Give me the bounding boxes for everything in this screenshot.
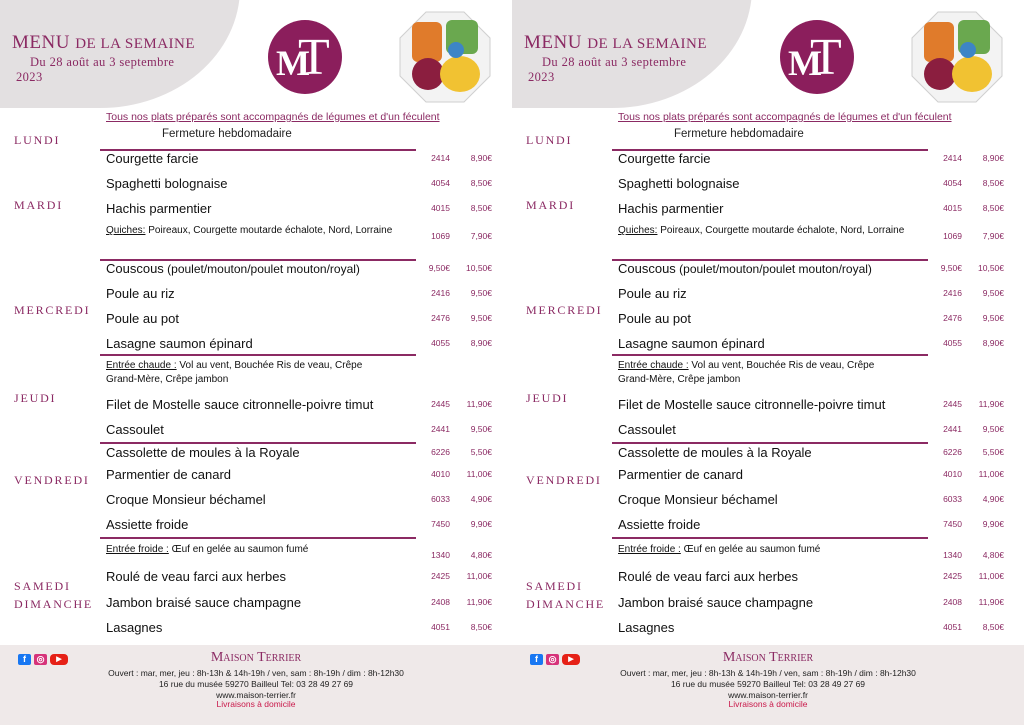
- dish-name-text: Spaghetti bolognaise: [618, 176, 740, 191]
- dish-row: [618, 224, 1024, 244]
- dish-name: [618, 311, 691, 326]
- dish-name-text: Lasagnes: [618, 620, 675, 635]
- dish-code: 4051: [943, 622, 962, 632]
- dish-category-label: Quiches:: [618, 225, 658, 236]
- dish-name: [618, 422, 676, 437]
- dish-code: 1069: [943, 231, 962, 241]
- dish-name-text: Courgette farcie: [106, 151, 199, 166]
- dish-name: [618, 151, 711, 166]
- dish-code: 2425: [431, 571, 450, 581]
- dish-price: 11,00€: [978, 571, 1004, 581]
- address: 16 rue du musée 59270 Bailleul Tel: 03 28 49 27 69: [670, 679, 866, 689]
- dish-name: [618, 467, 743, 482]
- weekly-closing-note: Fermeture hebdomadaire: [674, 128, 804, 140]
- dish-code: 9,50€: [428, 263, 450, 273]
- dish-name-text: Vol au vent, Bouchée Ris de veau, Crêpe Grand-Mère, Crêpe jambon: [618, 360, 875, 385]
- dish-name: [618, 397, 885, 412]
- brand-name: Maison Terrier: [210, 650, 302, 665]
- dish-name-text: Poule au pot: [618, 311, 692, 326]
- dish-name: [618, 595, 813, 610]
- dish-name: [106, 422, 164, 437]
- dish-price: 4,80€: [982, 550, 1004, 560]
- menu-title: MENU DE LA SEMAINE: [524, 32, 708, 53]
- header-shape: [0, 0, 240, 108]
- brand-name: Maison Terrier: [722, 650, 814, 665]
- day-label-mardi: MARDI: [526, 198, 576, 212]
- dish-name: [618, 445, 812, 460]
- section-divider: [100, 442, 416, 444]
- maison-terrier-logo: M T: [780, 20, 854, 94]
- dish-name: [106, 397, 373, 412]
- section-divider: [100, 537, 416, 539]
- dish-row: [106, 261, 512, 281]
- instagram-icon[interactable]: ◎: [546, 654, 559, 665]
- dish-row: [106, 517, 512, 537]
- dish-price: 9,50€: [470, 424, 492, 434]
- dish-code: 4055: [431, 338, 450, 348]
- dish-name-text: Cassoulet: [618, 422, 676, 437]
- dish-name: [106, 595, 301, 610]
- dish-row: [106, 286, 512, 306]
- dish-name: [618, 201, 724, 216]
- dish-row: [618, 467, 1024, 487]
- menu-subtitle: Tous nos plats préparés sont accompagnés de légumes et d'un féculent: [106, 111, 440, 123]
- dish-code: 1340: [431, 550, 450, 560]
- dish-name: [618, 517, 700, 532]
- dish-price: 4,80€: [470, 550, 492, 560]
- dish-name-text: Roulé de veau farci aux herbes: [106, 569, 286, 584]
- footer: [0, 645, 512, 725]
- menu-dates: Du 28 août au 3 septembre 2023: [16, 55, 175, 84]
- day-label-lundi: LUNDI: [526, 133, 573, 147]
- dish-code: 2476: [943, 313, 962, 323]
- dish-category-label: Entrée chaude :: [618, 360, 689, 371]
- menu-sheet-right: [512, 0, 1024, 725]
- dish-name-text: Poireaux, Courgette moutarde échalote, Nord, Lorraine: [145, 225, 393, 236]
- dish-row: [106, 467, 512, 487]
- dish-name: [106, 311, 179, 326]
- dish-name: [618, 176, 739, 191]
- section-divider: [612, 442, 928, 444]
- dish-name: [106, 517, 188, 532]
- dish-name-text: Poireaux, Courgette moutarde échalote, Nord, Lorraine: [657, 225, 905, 236]
- dish-row: [618, 151, 1024, 171]
- dish-price: 5,50€: [470, 447, 492, 457]
- opening-hours: Ouvert : mar, mer, jeu : 8h-13h & 14h-19h / ven, sam : 8h-19h / dim : 8h-12h30: [620, 668, 916, 678]
- dish-category-label: Quiches:: [106, 225, 146, 236]
- menu-dates: Du 28 août au 3 septembre 2023: [528, 55, 687, 84]
- dish-name-text: Lasagne saumon épinard: [618, 336, 765, 351]
- dish-price: 9,50€: [470, 313, 492, 323]
- dish-name: [106, 261, 360, 276]
- dish-code: 4055: [943, 338, 962, 348]
- dish-name-text: Couscous: [618, 261, 676, 276]
- dish-row: [106, 422, 512, 442]
- dish-category-label: Entrée froide :: [106, 544, 169, 555]
- dish-name-text: Poule au pot: [106, 311, 180, 326]
- website-link[interactable]: www.maison-terrier.fr: [216, 690, 296, 700]
- dish-price: 8,90€: [982, 153, 1004, 163]
- dish-price: 8,50€: [470, 622, 492, 632]
- dish-name-text: Lasagne saumon épinard: [106, 336, 253, 351]
- dish-name-text: Poule au riz: [106, 286, 175, 301]
- dish-name: [618, 543, 908, 557]
- dish-code: 4015: [943, 203, 962, 213]
- dish-price: 5,50€: [982, 447, 1004, 457]
- dish-row: [618, 176, 1024, 196]
- dish-name: [618, 224, 908, 238]
- dish-name-text: Parmentier de canard: [106, 467, 232, 482]
- youtube-icon[interactable]: ▶: [562, 654, 580, 665]
- instagram-icon[interactable]: ◎: [34, 654, 47, 665]
- dish-name-text: Jambon braisé sauce champagne: [106, 595, 302, 610]
- dish-name-text: Cassolette de moules à la Royale: [618, 445, 812, 460]
- dish-name-text: Spaghetti bolognaise: [106, 176, 228, 191]
- dish-name: [106, 151, 199, 166]
- dish-row: [618, 620, 1024, 640]
- dish-code: 2416: [431, 288, 450, 298]
- dish-code: 4054: [431, 178, 450, 188]
- dish-name: [618, 261, 872, 276]
- delivery-note: Livraisons à domicile: [728, 699, 808, 709]
- dish-name-text: Cassoulet: [106, 422, 164, 437]
- dish-name-text: Œuf en gelée au saumon fumé: [680, 544, 821, 555]
- dish-name-text: Jambon braisé sauce champagne: [618, 595, 814, 610]
- day-label-dimanche: DIMANCHE: [14, 597, 94, 611]
- dish-row: [618, 543, 1024, 563]
- dish-code: 2441: [943, 424, 962, 434]
- dish-name-text: Assiette froide: [618, 517, 701, 532]
- facebook-icon[interactable]: f: [530, 654, 543, 665]
- maison-terrier-logo: M T: [268, 20, 342, 94]
- footer: [512, 645, 1024, 725]
- dish-row: [106, 445, 512, 465]
- dish-row: [618, 336, 1024, 356]
- dish-name-text: Lasagnes: [106, 620, 163, 635]
- dish-code: 2425: [943, 571, 962, 581]
- dish-code: 4054: [943, 178, 962, 188]
- dish-price: 11,90€: [466, 597, 492, 607]
- dish-price: 11,90€: [466, 399, 492, 409]
- dish-price: 11,90€: [978, 597, 1004, 607]
- dish-name-text: Filet de Mostelle sauce citronnelle-poivre timut: [106, 397, 374, 412]
- dish-name-text: Œuf en gelée au saumon fumé: [168, 544, 309, 555]
- website-link[interactable]: www.maison-terrier.fr: [728, 690, 808, 700]
- day-label-mardi: MARDI: [14, 198, 64, 212]
- dish-category-label: Entrée froide :: [618, 544, 681, 555]
- dish-name: [618, 620, 674, 635]
- dish-name: [106, 224, 396, 238]
- dish-name-text: Cassolette de moules à la Royale: [106, 445, 300, 460]
- dish-code: 6033: [943, 494, 962, 504]
- dish-code: 4010: [431, 469, 450, 479]
- dish-code: 4010: [943, 469, 962, 479]
- dish-price: 9,90€: [982, 519, 1004, 529]
- dish-price: 8,50€: [982, 622, 1004, 632]
- header-shape: [512, 0, 752, 108]
- dish-row: [618, 397, 1024, 417]
- dish-price: 8,50€: [982, 203, 1004, 213]
- dish-name-text: Couscous: [106, 261, 164, 276]
- dish-price: 8,90€: [470, 153, 492, 163]
- dish-name-text: Filet de Mostelle sauce citronnelle-poivre timut: [618, 397, 886, 412]
- dish-row: [618, 595, 1024, 615]
- dish-code: 2445: [431, 399, 450, 409]
- dish-code: 2408: [431, 597, 450, 607]
- dish-name: [106, 201, 212, 216]
- dish-row: [618, 492, 1024, 512]
- dish-price: 4,90€: [982, 494, 1004, 504]
- dish-name: [106, 467, 231, 482]
- menu-title: MENU DE LA SEMAINE: [12, 32, 196, 53]
- dish-name: [618, 359, 908, 387]
- dish-row: [106, 595, 512, 615]
- dish-name: [106, 445, 300, 460]
- dish-price: 9,50€: [470, 288, 492, 298]
- dish-row: [618, 445, 1024, 465]
- dish-price: 11,90€: [978, 399, 1004, 409]
- dish-row: [106, 543, 512, 563]
- dish-code: 6033: [431, 494, 450, 504]
- dish-row: [106, 311, 512, 331]
- dish-price: 11,00€: [978, 469, 1004, 479]
- dish-name-text: Courgette farcie: [618, 151, 711, 166]
- dish-price: 4,90€: [470, 494, 492, 504]
- dish-code: 9,50€: [940, 263, 962, 273]
- youtube-icon[interactable]: ▶: [50, 654, 68, 665]
- dish-name: [618, 286, 687, 301]
- day-label-vendredi: VENDREDI: [14, 473, 90, 487]
- dish-code: 2416: [943, 288, 962, 298]
- day-label-jeudi: JEUDI: [14, 391, 57, 405]
- dish-code: 2445: [943, 399, 962, 409]
- weekly-closing-note: Fermeture hebdomadaire: [162, 128, 292, 140]
- dish-name: [106, 286, 175, 301]
- dish-code: 2414: [431, 153, 450, 163]
- dish-price: 9,50€: [982, 313, 1004, 323]
- address: 16 rue du musée 59270 Bailleul Tel: 03 28 49 27 69: [158, 679, 354, 689]
- dish-row: [618, 286, 1024, 306]
- dish-name-text: Poule au riz: [618, 286, 687, 301]
- dish-row: [106, 176, 512, 196]
- dish-options: (poulet/mouton/poulet mouton/royal): [675, 262, 872, 276]
- dish-price: 9,50€: [982, 424, 1004, 434]
- dish-name: [106, 336, 253, 351]
- dish-row: [106, 620, 512, 640]
- dish-code: 2414: [943, 153, 962, 163]
- dish-code: 1340: [943, 550, 962, 560]
- dish-category-label: Entrée chaude :: [106, 360, 177, 371]
- dish-price: 8,50€: [470, 203, 492, 213]
- day-label-vendredi: VENDREDI: [526, 473, 602, 487]
- dish-price: 9,90€: [470, 519, 492, 529]
- dish-row: [106, 397, 512, 417]
- dish-name-text: Hachis parmentier: [106, 201, 212, 216]
- dish-name: [618, 492, 778, 507]
- dish-price: 8,50€: [982, 178, 1004, 188]
- dish-row: [618, 311, 1024, 331]
- dish-row: [618, 422, 1024, 442]
- dish-code: 1069: [431, 231, 450, 241]
- facebook-icon[interactable]: f: [18, 654, 31, 665]
- day-label-lundi: LUNDI: [14, 133, 61, 147]
- dish-name-text: Parmentier de canard: [618, 467, 744, 482]
- dish-name-text: Croque Monsieur béchamel: [618, 492, 778, 507]
- dish-price: 8,90€: [982, 338, 1004, 348]
- dish-row: [106, 336, 512, 356]
- day-label-mercredi: MERCREDI: [526, 303, 603, 317]
- day-label-samedi: SAMEDI: [14, 579, 71, 593]
- dish-row: [618, 359, 1024, 385]
- delivery-note: Livraisons à domicile: [216, 699, 296, 709]
- day-label-dimanche: DIMANCHE: [526, 597, 606, 611]
- dish-name-text: Assiette froide: [106, 517, 189, 532]
- dish-name-text: Roulé de veau farci aux herbes: [618, 569, 798, 584]
- dish-name: [106, 620, 162, 635]
- dish-code: 4051: [431, 622, 450, 632]
- dish-row: [618, 261, 1024, 281]
- dish-row: [106, 569, 512, 589]
- dish-row: [106, 151, 512, 171]
- opening-hours: Ouvert : mar, mer, jeu : 8h-13h & 14h-19h / ven, sam : 8h-19h / dim : 8h-12h30: [108, 668, 404, 678]
- dish-price: 8,50€: [470, 178, 492, 188]
- dish-name-text: Vol au vent, Bouchée Ris de veau, Crêpe Grand-Mère, Crêpe jambon: [106, 360, 363, 385]
- dish-name-text: Croque Monsieur béchamel: [106, 492, 266, 507]
- dish-row: [106, 492, 512, 512]
- section-divider: [612, 537, 928, 539]
- food-tray-image: [398, 10, 492, 104]
- dish-price: 7,90€: [470, 231, 492, 241]
- dish-code: 7450: [431, 519, 450, 529]
- dish-row: [618, 517, 1024, 537]
- day-label-jeudi: JEUDI: [526, 391, 569, 405]
- dish-price: 8,90€: [470, 338, 492, 348]
- dish-name-text: Hachis parmentier: [618, 201, 724, 216]
- dish-code: 2408: [943, 597, 962, 607]
- dish-name: [106, 543, 396, 557]
- dish-name: [106, 492, 266, 507]
- dish-price: 9,50€: [982, 288, 1004, 298]
- dish-code: 2476: [431, 313, 450, 323]
- dish-price: 10,50€: [466, 263, 492, 273]
- dish-name: [106, 359, 396, 387]
- dish-code: 6226: [431, 447, 450, 457]
- dish-code: 4015: [431, 203, 450, 213]
- dish-code: 6226: [943, 447, 962, 457]
- day-label-samedi: SAMEDI: [526, 579, 583, 593]
- dish-row: [618, 569, 1024, 589]
- dish-code: 2441: [431, 424, 450, 434]
- dish-name: [618, 336, 765, 351]
- dish-row: [106, 359, 512, 385]
- dish-code: 7450: [943, 519, 962, 529]
- dish-row: [618, 201, 1024, 221]
- menu-subtitle: Tous nos plats préparés sont accompagnés de légumes et d'un féculent: [618, 111, 952, 123]
- day-label-mercredi: MERCREDI: [14, 303, 91, 317]
- dish-options: (poulet/mouton/poulet mouton/royal): [163, 262, 360, 276]
- dish-price: 11,00€: [466, 469, 492, 479]
- dish-price: 7,90€: [982, 231, 1004, 241]
- dish-row: [106, 224, 512, 244]
- food-tray-image: [910, 10, 1004, 104]
- dish-price: 10,50€: [978, 263, 1004, 273]
- dish-name: [618, 569, 798, 584]
- dish-price: 11,00€: [466, 571, 492, 581]
- dish-name: [106, 176, 227, 191]
- dish-row: [106, 201, 512, 221]
- dish-name: [106, 569, 286, 584]
